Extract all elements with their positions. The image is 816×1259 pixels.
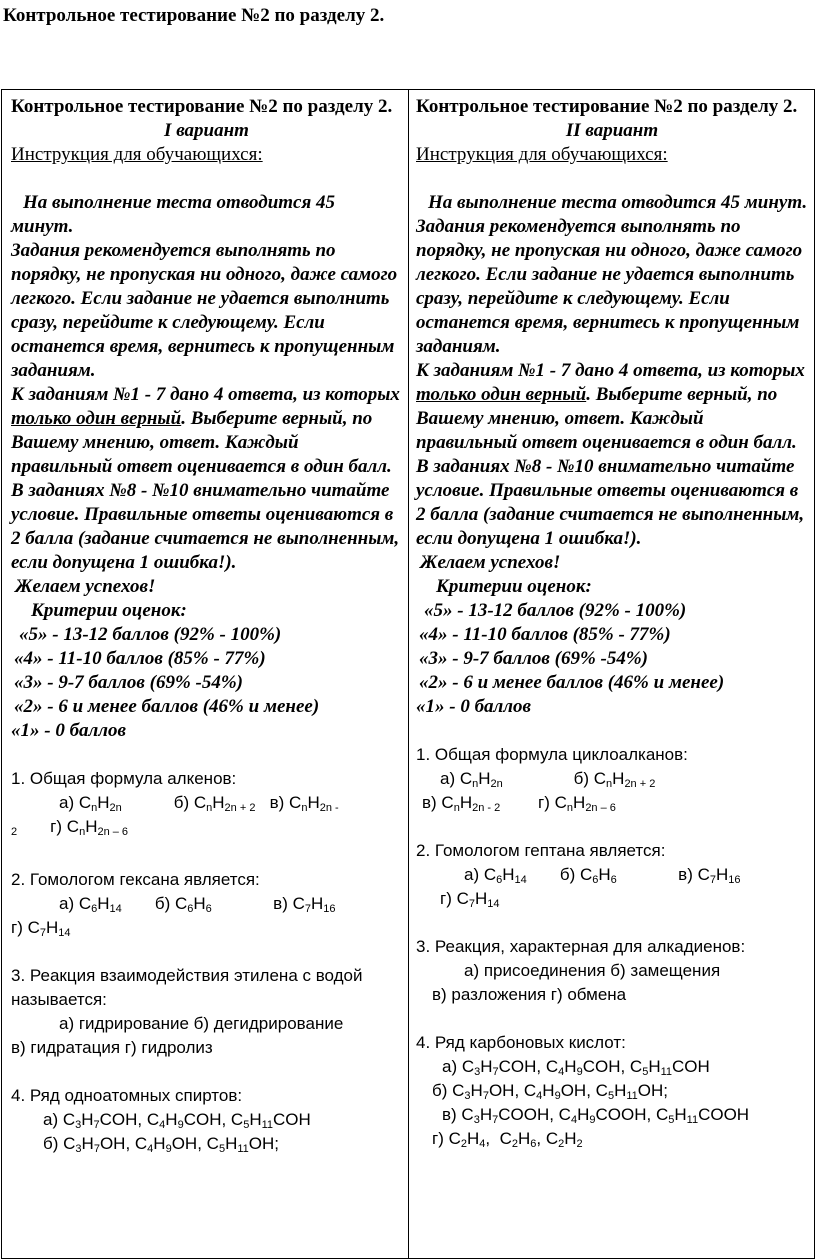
criteria-item: «5» - 13-12 баллов (92% - 100%) <box>19 624 282 645</box>
question-3: 3. Реакция взаимодействия этилена с водой называется: <box>11 966 363 1009</box>
instruction-two-points: В заданиях №8 - №10 внимательно читайте условие. Правильные ответы оцениваются в 2 балла (задание считается не выполненным, если допущена 1 ошибка!). <box>11 480 400 573</box>
wish-text: Желаем успехов! <box>15 576 156 597</box>
page-title: Контрольное тестирование №2 по разделу 2. <box>3 5 385 26</box>
criteria-item: «3» - 9-7 баллов (69% -54%) <box>14 672 244 693</box>
criteria-title: Критерии оценок: <box>436 576 592 597</box>
question-3-options-cont: в) гидратация г) гидролиз <box>11 1038 213 1057</box>
instruction-single-choice: К заданиям №1 - 7 дано 4 ответа, из которых только один верный. Выберите верный, по Вашему мнению, ответ. Каждый правильный ответ оценивается в один балл. <box>416 360 805 453</box>
instruction-time: На выполнение теста отводится 45 минут. <box>428 192 808 213</box>
criteria-item: «1» - 0 баллов <box>11 720 127 741</box>
criteria-item: «2» - 6 и менее баллов (46% и менее) <box>14 696 320 717</box>
criteria-title: Критерии оценок: <box>31 600 187 621</box>
question-1: 1. Общая формула алкенов: <box>11 769 237 788</box>
question-4: 4. Ряд одноатомных спиртов: <box>11 1086 243 1105</box>
instruction-time: На выполнение теста отводится 45 минут. <box>11 192 336 237</box>
question-4-option-d: г) $C_2H_4$, $C_2H_6$, $C_2H_2$ <box>432 1129 583 1150</box>
instruction-order: Задания рекомендуется выполнять по порядку, не пропуская ни одного, даже самого легкого. Если задание не удается выполнить сразу, перейдите к следующему. Если останется время, вернитесь к пропущенным заданиям. <box>416 216 803 357</box>
question-4-option-a: а) $C_3H_7COH$, $C_4H_9COH$, $C_5H_{11}COH$ <box>43 1110 311 1131</box>
instruction-single-choice: К заданиям №1 - 7 дано 4 ответа, из которых только один верный. Выберите верный, по Вашему мнению, ответ. Каждый правильный ответ оценивается в один балл. <box>11 384 400 477</box>
question-1-options: а) $C_nH_{2n}$ б) $C_nH_{2n + 2}$ <box>440 769 656 790</box>
column-header: Контрольное тестирование №2 по разделу 2. <box>416 96 798 117</box>
question-2-options: а) $C_6H_{14}$ б) $C_6H_6$ в) $C_7H_{16}$ <box>59 894 336 915</box>
wish-text: Желаем успехов! <box>420 552 561 573</box>
question-4: 4. Ряд карбоновых кислот: <box>416 1033 626 1052</box>
criteria-item: «2» - 6 и менее баллов (46% и менее) <box>419 672 725 693</box>
question-3-options-cont: в) разложения г) обмена <box>432 985 627 1004</box>
question-2-options: а) $C_6H_{14}$ б) $C_6H_6$ в) $C_7H_{16}$ <box>464 865 741 886</box>
variant-label: I вариант <box>164 120 249 141</box>
question-4-option-c: в) $C_3H_7COOH$, $C_4H_9COOH$, $C_5H_{11}COOH$ <box>442 1105 750 1126</box>
criteria-item: «5» - 13-12 баллов (92% - 100%) <box>424 600 687 621</box>
criteria-item: «4» - 11-10 баллов (85% - 77%) <box>419 624 671 645</box>
criteria-item: «3» - 9-7 баллов (69% -54%) <box>419 648 649 669</box>
criteria-item: «1» - 0 баллов <box>416 696 532 717</box>
question-2: 2. Гомологом гептана является: <box>416 841 666 860</box>
question-1-options-cont: 2 г) $C_nH_{2n - 6}$ <box>11 817 129 838</box>
question-1-options-cont: в) $C_nH_{2n - 2}$ г) $C_nH_{2n - 6}$ <box>422 793 616 814</box>
question-3: 3. Реакция, характерная для алкадиенов: <box>416 937 746 956</box>
instructions-title: Инструкция для обучающихся: <box>416 144 668 165</box>
question-1: 1. Общая формула циклоалканов: <box>416 745 688 764</box>
instruction-order: Задания рекомендуется выполнять по порядку, не пропуская ни одного, даже самого легкого. Если задание не удается выполнить сразу, перейдите к следующему. Если останется время, вернитесь к пропущенным заданиям. <box>11 240 398 381</box>
question-4-option-b: б) $C_3H_7OH$, $C_4H_9OH$, $C_5H_{11}OH$; <box>432 1081 668 1102</box>
question-4-option-a: а) $C_3H_7COH$, $C_4H_9COH$, $C_5H_{11}COH$ <box>442 1057 710 1078</box>
column-header: Контрольное тестирование №2 по разделу 2. <box>11 96 393 117</box>
variant-label: II вариант <box>565 120 659 141</box>
question-3-options: а) присоединения б) замещения <box>464 961 721 980</box>
instruction-two-points: В заданиях №8 - №10 внимательно читайте условие. Правильные ответы оцениваются в 2 балла (задание считается не выполненным, если допущена 1 ошибка!). <box>416 456 805 549</box>
variant-2-column <box>408 90 814 1258</box>
question-3-options: а) гидрирование б) дегидрирование <box>59 1014 344 1033</box>
instructions-title: Инструкция для обучающихся: <box>11 144 263 165</box>
question-1-options: а) $C_nH_{2n}$ б) $C_nH_{2n + 2}$ в) $C_nH_{2n -}$ <box>59 793 339 814</box>
variants-table <box>1 89 815 1259</box>
criteria-item: «4» - 11-10 баллов (85% - 77%) <box>14 648 266 669</box>
question-4-option-b: б) $C_3H_7OH$, $C_4H_9OH$, $C_5H_{11}OH$; <box>43 1134 279 1155</box>
question-2: 2. Гомологом гексана является: <box>11 870 260 889</box>
question-2-options-cont: г) $C_7H_{14}$ <box>440 889 500 910</box>
question-2-options-cont: г) $C_7H_{14}$ <box>11 918 71 939</box>
variant-1-column <box>2 90 408 1258</box>
